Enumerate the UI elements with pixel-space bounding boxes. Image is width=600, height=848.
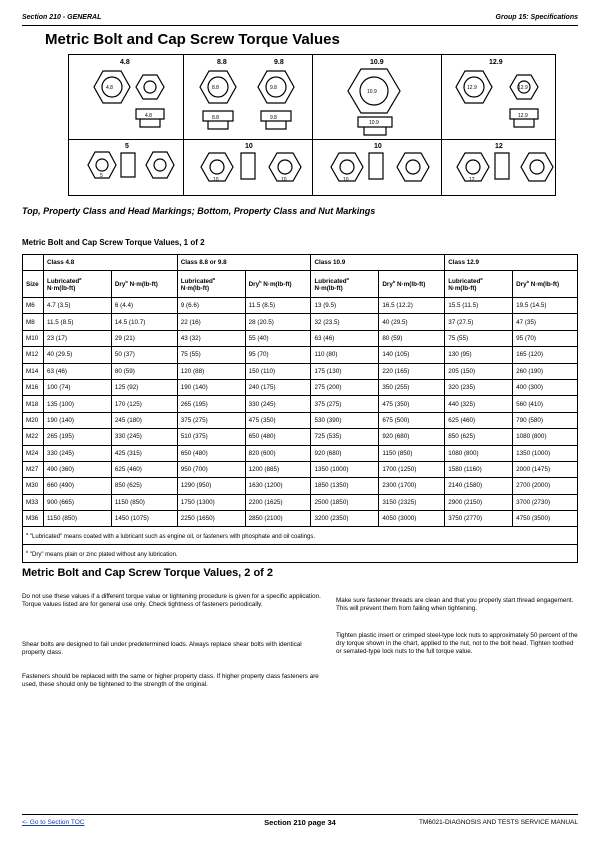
size-cell: M20 <box>23 412 44 428</box>
table-row <box>23 363 578 379</box>
torque-cell: 95 (70) <box>513 330 578 346</box>
nut-class-label-12: 12 <box>495 143 503 150</box>
table-caption: Metric Bolt and Cap Screw Torque Values, 1 of 2 <box>22 238 205 247</box>
nut-class-label-5: 5 <box>125 143 129 150</box>
table-row <box>23 494 578 510</box>
torque-cell: 47 (35) <box>513 314 578 330</box>
dry-label: Dry <box>248 281 260 289</box>
table-row <box>23 429 578 445</box>
footnote-row <box>23 545 578 563</box>
torque-cell: 375 (275) <box>177 412 245 428</box>
nut-mark: 10 <box>281 177 287 183</box>
footer-rule <box>22 814 578 815</box>
torque-cell: 920 (680) <box>311 445 379 461</box>
note-paragraph: Shear bolts are designed to fail under predetermined loads. Always replace shear bolts with identical property class. <box>22 641 302 656</box>
torque-cell: 1580 (1160) <box>445 461 513 477</box>
nut-mark: 10 <box>213 177 219 183</box>
unit-label: N·m(lb-ft) <box>529 281 560 289</box>
torque-cell: 11.5 (8.5) <box>43 314 111 330</box>
head-mark: 8.8 <box>212 115 219 121</box>
torque-cell: 220 (165) <box>379 363 445 379</box>
unit-label: N·m(lb-ft) <box>314 285 343 293</box>
nut-side-view <box>495 153 509 179</box>
dry-header <box>513 271 578 298</box>
note-paragraph: Fasteners should be replaced with the same or higher property class. If higher property class fasteners are used, these should only be tightened to the strength of the original. <box>22 673 319 688</box>
torque-cell: 37 (27.5) <box>445 314 513 330</box>
footnote-mark: a <box>480 275 483 281</box>
hex-bolt-head <box>136 75 164 99</box>
class-header: Class 10.9 <box>311 255 445 271</box>
lubricated-header <box>43 271 111 298</box>
torque-cell: 440 (325) <box>445 396 513 412</box>
head-mark: 9.8 <box>270 115 277 121</box>
torque-cell: 43 (32) <box>177 330 245 346</box>
torque-cell: 625 (460) <box>111 461 177 477</box>
table-row <box>23 478 578 494</box>
head-mark: 4.8 <box>145 113 152 119</box>
torque-cell: 23 (17) <box>43 330 111 346</box>
size-cell: M36 <box>23 511 44 527</box>
torque-cell: 9 (6.6) <box>177 298 245 314</box>
hex-nut <box>146 152 174 178</box>
header-section: Section 210 - GENERAL <box>22 14 102 21</box>
dry-header <box>245 271 311 298</box>
torque-table <box>22 254 578 563</box>
torque-cell: 790 (580) <box>513 412 578 428</box>
head-mark: 12.9 <box>518 85 528 91</box>
nut-class-label-10: 10 <box>374 143 382 150</box>
torque-cell: 1200 (885) <box>245 461 311 477</box>
lubricated-header <box>177 271 245 298</box>
figure-caption: Top, Property Class and Head Markings; Bottom, Property Class and Nut Markings <box>22 206 376 216</box>
torque-cell: 275 (200) <box>311 379 379 395</box>
torque-cell: 80 (59) <box>379 330 445 346</box>
class-header: Class 4.8 <box>43 255 177 271</box>
torque-cell: 135 (100) <box>43 396 111 412</box>
torque-cell: 16.5 (12.2) <box>379 298 445 314</box>
footnote-a <box>23 527 578 545</box>
table-row <box>23 396 578 412</box>
nut-mark: 12 <box>469 177 475 183</box>
torque-cell: 2000 (1475) <box>513 461 578 477</box>
torque-cell: 125 (92) <box>111 379 177 395</box>
nut-mark: 10 <box>343 177 349 183</box>
table-body <box>23 298 578 527</box>
size-header: Size <box>23 271 44 298</box>
torque-cell: 1750 (1300) <box>177 494 245 510</box>
table-row <box>23 461 578 477</box>
torque-cell: 1450 (1075) <box>111 511 177 527</box>
note-paragraph: Tighten plastic insert or crimped steel-type lock nuts to approximately 50 percent of the dry torque shown in the chart, applied to the nut, not to the bolt head. Tighten toothed or serrated-type lock nuts to the full torque value. <box>336 632 578 655</box>
torque-cell: 1080 (800) <box>513 429 578 445</box>
size-cell: M30 <box>23 478 44 494</box>
torque-cell: 3700 (2730) <box>513 494 578 510</box>
dry-header <box>379 271 445 298</box>
torque-cell: 1150 (850) <box>111 494 177 510</box>
torque-cell: 375 (275) <box>311 396 379 412</box>
size-cell: M6 <box>23 298 44 314</box>
size-cell: M14 <box>23 363 44 379</box>
table-row <box>23 412 578 428</box>
head-mark: 10.9 <box>369 120 379 126</box>
torque-cell: 50 (37) <box>111 347 177 363</box>
footnote-mark: b <box>259 279 262 285</box>
class-header: Class 12.9 <box>445 255 578 271</box>
head-mark: 4.8 <box>106 85 113 91</box>
class-header: Class 8.8 or 9.8 <box>177 255 311 271</box>
torque-cell: 265 (195) <box>43 429 111 445</box>
torque-cell: 1150 (850) <box>43 511 111 527</box>
torque-cell: 1700 (1250) <box>379 461 445 477</box>
table-row <box>23 314 578 330</box>
torque-cell: 3750 (2770) <box>445 511 513 527</box>
torque-cell: 320 (235) <box>445 379 513 395</box>
dry-label: Dry <box>382 281 393 289</box>
torque-cell: 75 (55) <box>177 347 245 363</box>
footer-manual-title: TM6021-DIAGNOSIS AND TESTS SERVICE MANUAL <box>418 819 578 826</box>
size-cell: M16 <box>23 379 44 395</box>
torque-cell: 950 (700) <box>177 461 245 477</box>
torque-cell: 850 (625) <box>111 478 177 494</box>
torque-cell: 675 (500) <box>379 412 445 428</box>
torque-cell: 2200 (1625) <box>245 494 311 510</box>
torque-cell: 725 (535) <box>311 429 379 445</box>
hex-nut <box>521 153 553 181</box>
torque-cell: 120 (88) <box>177 363 245 379</box>
dry-label: Dry <box>516 281 527 289</box>
unit-label: N·m(lb-ft) <box>395 281 426 289</box>
torque-cell: 330 (245) <box>43 445 111 461</box>
head-mark: 9.8 <box>270 85 277 91</box>
torque-cell: 1350 (1000) <box>311 461 379 477</box>
torque-cell: 900 (665) <box>43 494 111 510</box>
size-cell: M22 <box>23 429 44 445</box>
torque-cell: 32 (23.5) <box>311 314 379 330</box>
torque-cell: 63 (46) <box>311 330 379 346</box>
unit-label: N·m(lb-ft) <box>261 281 292 289</box>
unit-label: N·m(lb-ft) <box>180 285 210 293</box>
size-cell: M24 <box>23 445 44 461</box>
empty-cell <box>23 255 44 271</box>
size-cell: M8 <box>23 314 44 330</box>
class-label-10-9: 10.9 <box>370 59 384 66</box>
torque-cell: 2250 (1650) <box>177 511 245 527</box>
table-row <box>23 511 578 527</box>
lubricated-label: Lubricated <box>46 278 80 286</box>
torque-cell: 6 (4.4) <box>111 298 177 314</box>
torque-cell: 1630 (1200) <box>245 478 311 494</box>
lubricated-header <box>311 271 379 298</box>
torque-cell: 140 (105) <box>379 347 445 363</box>
torque-cell: 40 (29.5) <box>379 314 445 330</box>
size-cell: M10 <box>23 330 44 346</box>
torque-cell: 190 (140) <box>177 379 245 395</box>
torque-cell: 170 (125) <box>111 396 177 412</box>
torque-cell: 245 (180) <box>111 412 177 428</box>
torque-cell: 130 (95) <box>445 347 513 363</box>
table-row <box>23 379 578 395</box>
torque-cell: 400 (300) <box>513 379 578 395</box>
class-label-12-9: 12.9 <box>489 59 503 66</box>
footnote-text: "Dry" means plain or zinc plated without any lubrication. <box>29 552 178 559</box>
head-mark: 10.9 <box>367 89 377 95</box>
footnote-text: "Lubricated" means coated with a lubricant such as engine oil, or fasteners with phosphate and oil coatings. <box>29 534 316 541</box>
torque-cell: 660 (490) <box>43 478 111 494</box>
torque-cell: 100 (74) <box>43 379 111 395</box>
unit-label: N·m(lb-ft) <box>127 281 158 289</box>
torque-cell: 2900 (2150) <box>445 494 513 510</box>
torque-cell: 625 (460) <box>445 412 513 428</box>
torque-cell: 1290 (950) <box>177 478 245 494</box>
torque-cell: 2140 (1580) <box>445 478 513 494</box>
torque-cell: 350 (255) <box>379 379 445 395</box>
torque-cell: 22 (16) <box>177 314 245 330</box>
torque-cell: 40 (29.5) <box>43 347 111 363</box>
footnote-mark: a <box>212 275 216 281</box>
hex-nut <box>397 153 429 181</box>
torque-cell: 240 (175) <box>245 379 311 395</box>
torque-cell: 490 (360) <box>43 461 111 477</box>
class-header-row <box>23 255 578 271</box>
nut-side-view <box>121 153 135 177</box>
head-mark: 12.9 <box>467 85 477 91</box>
torque-cell: 95 (70) <box>245 347 311 363</box>
footnote-row <box>23 527 578 545</box>
footer-page-number: Section 210 page 34 <box>264 818 336 827</box>
torque-cell: 260 (190) <box>513 363 578 379</box>
torque-cell: 75 (55) <box>445 330 513 346</box>
class-label-8-8: 8.8 <box>217 59 227 66</box>
page-title: Metric Bolt and Cap Screw Torque Values <box>45 31 340 48</box>
torque-cell: 4.7 (3.5) <box>43 298 111 314</box>
section-title: Metric Bolt and Cap Screw Torque Values, 2 of 2 <box>22 567 274 579</box>
torque-cell: 13 (9.5) <box>311 298 379 314</box>
torque-cell: 475 (350) <box>245 412 311 428</box>
nut-side-view <box>241 153 255 179</box>
dry-label: Dry <box>114 281 126 289</box>
torque-cell: 2500 (1850) <box>311 494 379 510</box>
torque-cell: 425 (315) <box>111 445 177 461</box>
torque-cell: 2700 (2000) <box>513 478 578 494</box>
unit-label: N·m(lb-ft) <box>448 285 477 293</box>
note-paragraph: Do not use these values if a different torque value or tightening procedure is given for a specific application. Torque values listed are for general use only. Check tightness of fasteners periodically. <box>22 593 321 608</box>
lubricated-label: Lubricated <box>314 278 347 286</box>
lubricated-header <box>445 271 513 298</box>
torque-cell: 14.5 (10.7) <box>111 314 177 330</box>
note-paragraph: Make sure fastener threads are clean and that you properly start thread engagement. This will prevent them from failing when tightening. <box>336 597 574 612</box>
torque-cell: 510 (375) <box>177 429 245 445</box>
go-to-section-toc-link[interactable]: <- Go to Section TOC <box>22 819 85 826</box>
torque-cell: 650 (480) <box>245 429 311 445</box>
size-cell: M18 <box>23 396 44 412</box>
torque-cell: 29 (21) <box>111 330 177 346</box>
class-label-4-8: 4.8 <box>120 59 130 66</box>
table-row <box>23 445 578 461</box>
torque-cell: 110 (80) <box>311 347 379 363</box>
table-row <box>23 298 578 314</box>
size-cell: M33 <box>23 494 44 510</box>
dry-header <box>111 271 177 298</box>
bolt-drawings <box>69 55 555 195</box>
column-header-row <box>23 271 578 298</box>
torque-cell: 80 (59) <box>111 363 177 379</box>
torque-cell: 4750 (3500) <box>513 511 578 527</box>
footnote-b <box>23 545 578 563</box>
torque-cell: 165 (120) <box>513 347 578 363</box>
torque-cell: 2850 (2100) <box>245 511 311 527</box>
torque-cell: 205 (150) <box>445 363 513 379</box>
torque-cell: 11.5 (8.5) <box>245 298 311 314</box>
torque-cell: 475 (350) <box>379 396 445 412</box>
unit-label: N·m(lb-ft) <box>46 285 76 293</box>
nut-mark: 5 <box>100 173 103 179</box>
torque-cell: 175 (130) <box>311 363 379 379</box>
bolt-marking-figure <box>68 54 556 196</box>
footnote-mark: b <box>125 279 128 285</box>
torque-cell: 1850 (1350) <box>311 478 379 494</box>
torque-cell: 63 (46) <box>43 363 111 379</box>
head-mark: 8.8 <box>212 85 219 91</box>
footnote-mark: b <box>526 279 530 285</box>
nut-side-view <box>369 153 383 179</box>
footnote-mark: a <box>346 275 349 281</box>
torque-cell: 150 (110) <box>245 363 311 379</box>
size-cell: M27 <box>23 461 44 477</box>
torque-cell: 2300 (1700) <box>379 478 445 494</box>
torque-cell: 1150 (850) <box>379 445 445 461</box>
torque-cell: 850 (625) <box>445 429 513 445</box>
torque-cell: 820 (600) <box>245 445 311 461</box>
torque-cell: 560 (410) <box>513 396 578 412</box>
head-mark: 12.9 <box>518 113 528 119</box>
header-group: Group 15: Specifications <box>495 14 578 21</box>
torque-cell: 4050 (3000) <box>379 511 445 527</box>
torque-cell: 265 (195) <box>177 396 245 412</box>
class-label-9-8: 9.8 <box>274 59 284 66</box>
torque-cell: 1350 (1000) <box>513 445 578 461</box>
lubricated-label: Lubricated <box>448 278 481 286</box>
lubricated-label: Lubricated <box>180 278 213 286</box>
nut-class-label-10: 10 <box>245 143 253 150</box>
footnote-mark: b <box>392 279 396 285</box>
torque-cell: 28 (20.5) <box>245 314 311 330</box>
table-row <box>23 330 578 346</box>
torque-cell: 1080 (800) <box>445 445 513 461</box>
footnote-mark: a <box>26 531 29 537</box>
torque-cell: 920 (680) <box>379 429 445 445</box>
footnote-mark: a <box>79 275 82 281</box>
torque-cell: 330 (245) <box>111 429 177 445</box>
torque-cell: 530 (390) <box>311 412 379 428</box>
torque-cell: 19.5 (14.5) <box>513 298 578 314</box>
size-cell: M12 <box>23 347 44 363</box>
torque-cell: 15.5 (11.5) <box>445 298 513 314</box>
torque-cell: 3150 (2325) <box>379 494 445 510</box>
torque-cell: 330 (245) <box>245 396 311 412</box>
torque-cell: 3200 (2350) <box>311 511 379 527</box>
footnote-mark: b <box>26 549 29 555</box>
header-rule <box>22 25 578 26</box>
torque-cell: 55 (40) <box>245 330 311 346</box>
torque-cell: 190 (140) <box>43 412 111 428</box>
torque-cell: 650 (480) <box>177 445 245 461</box>
table-row <box>23 347 578 363</box>
